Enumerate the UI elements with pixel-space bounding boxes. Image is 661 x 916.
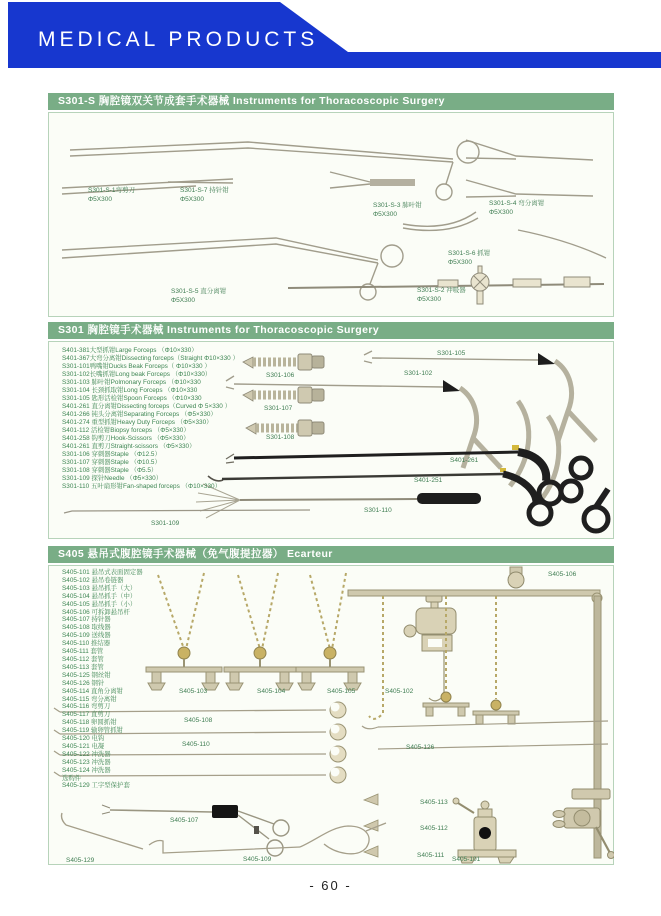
product-label bbox=[88, 186, 135, 204]
list-item: S301-104 长颈抓取钳Long Forceps （Φ10×330 bbox=[62, 387, 198, 394]
list-item: S405-129 工字型保护套 bbox=[62, 782, 130, 790]
product-label: S405-111 bbox=[417, 852, 445, 859]
section-header-s301s: S301-S 胸腔镜双关节成套手术器械 Instruments for Thoracoscopic Surgery bbox=[48, 93, 614, 110]
product-code: S301-S-6 抓钳 bbox=[448, 250, 491, 257]
list-item: S301-109 探针Needle （Φ5×330） bbox=[62, 475, 163, 482]
product-spec: Φ5X300 bbox=[180, 196, 204, 204]
product-list-s301 bbox=[62, 347, 239, 491]
product-code: S301-S-2 冲吸器 bbox=[417, 287, 466, 294]
product-label: S301-109 bbox=[151, 520, 180, 527]
list-item: S301-106 穿刺器Staple （Φ12.5） bbox=[62, 451, 161, 458]
list-item: S301-103 肺叶钳Polmonary Forceps （Φ10×330 bbox=[62, 379, 201, 386]
list-item: S301-105 匙形活检钳Spoon Forceps （Φ10×330 bbox=[62, 395, 202, 402]
product-spec: Φ5X300 bbox=[417, 296, 441, 304]
list-item: S405-109 送线器 bbox=[62, 632, 111, 640]
list-item: S405-117 直剪刀 bbox=[62, 711, 111, 719]
product-spec: Φ5X300 bbox=[171, 297, 195, 305]
list-item: S405-106 可拆卸悬吊杆 bbox=[62, 608, 130, 616]
product-label: S405-107 bbox=[170, 817, 199, 824]
product-label: S405-113 bbox=[420, 799, 448, 806]
list-item: S405-124 冲洗器 bbox=[62, 766, 111, 774]
product-label: S405-103 bbox=[179, 688, 208, 695]
product-label: S301-107 bbox=[264, 405, 293, 412]
list-item: S301-110 五叶扇形钳Fan-shaped forceps （Φ10×330） bbox=[62, 483, 221, 490]
list-item: S405-101 悬吊式表面固定器 bbox=[62, 569, 143, 576]
list-item: S405-114 直角分离钳 bbox=[62, 687, 123, 695]
product-label bbox=[373, 201, 422, 219]
list-item: S405-118 卵圆抓钳 bbox=[62, 719, 117, 727]
list-item: S405-105 悬吊抓手（小） bbox=[62, 600, 137, 608]
list-item: S405-104 悬吊抓手（中） bbox=[62, 592, 137, 600]
list-item: S401-274 重型抓钳Heavy Duty Forceps （Φ5×330） bbox=[62, 419, 213, 426]
product-label bbox=[171, 287, 226, 305]
product-label: S301-105 bbox=[437, 350, 466, 357]
list-item: S405-121 电凝 bbox=[62, 742, 105, 750]
product-spec: Φ5X300 bbox=[373, 211, 397, 219]
list-item: S401-381大型抓钳Large Forceps （Φ10×330） bbox=[62, 347, 198, 354]
list-item: S405-113 套管 bbox=[62, 663, 104, 671]
product-label: S405-109 bbox=[243, 856, 272, 863]
product-label: S405-129 bbox=[66, 857, 95, 864]
product-label: S301-102 bbox=[404, 370, 433, 377]
product-label: S405-108 bbox=[184, 717, 213, 724]
list-item: S301-107 穿刺器Staple （Φ10.5） bbox=[62, 459, 161, 466]
product-label: S405-101 bbox=[452, 856, 481, 863]
product-code: S301-S-3 肺叶钳 bbox=[373, 202, 422, 209]
product-code: S301-S-1弯剪刀 bbox=[88, 187, 135, 194]
product-spec: Φ5X300 bbox=[448, 259, 472, 267]
list-item: S405-112 套管 bbox=[62, 655, 104, 663]
product-label: S405-112 bbox=[420, 825, 448, 832]
list-item: S301-102长嘴抓钳Long beak Forceps （Φ10×330） bbox=[62, 371, 212, 378]
section-header-s405: S405 悬吊式腹腔镜手术器械（免气腹提拉器） Ecarteur bbox=[48, 546, 614, 563]
product-spec: Φ5X300 bbox=[489, 209, 513, 217]
product-label: S301-106 bbox=[266, 372, 295, 379]
product-code: S301-S-5 直分离钳 bbox=[171, 288, 227, 295]
list-item: S405-111 套管 bbox=[62, 648, 104, 656]
list-item: S301-101鸭嘴钳Ducks Beak Forceps（ Φ10×330 ） bbox=[62, 363, 211, 370]
product-label: S405-102 bbox=[385, 688, 414, 695]
list-item: S405-103 悬吊抓手（大） bbox=[62, 584, 137, 592]
list-item: S405-126 钢针 bbox=[62, 679, 105, 687]
product-label bbox=[448, 249, 490, 267]
list-item: S405-107 持针器 bbox=[62, 616, 111, 624]
product-code: S301-S-7 持针钳 bbox=[180, 187, 229, 194]
product-code: S301-S-4 弯分离钳 bbox=[489, 200, 545, 207]
list-item: S405-102 悬吊卷链器 bbox=[62, 576, 124, 584]
product-label: S405-110 bbox=[182, 741, 210, 748]
list-item: S401-258 钩剪刀Hook-Scissors （Φ5×330） bbox=[62, 435, 190, 442]
page-title: MEDICAL PRODUCTS bbox=[38, 28, 319, 51]
list-item: S405-120 电钩 bbox=[62, 735, 105, 743]
list-item: 选购件 bbox=[62, 774, 82, 782]
product-spec: Φ5X300 bbox=[88, 196, 112, 204]
list-item: S401-261 直剪刀Straight-scissors （Φ5×330） bbox=[62, 443, 196, 450]
product-label bbox=[489, 199, 544, 217]
list-item: S401-261 直分离钳Dissecting forceps（Curved Φ 5×330 ） bbox=[62, 403, 232, 410]
product-label: S405-126 bbox=[406, 744, 435, 751]
list-item: S301-108 穿刺器Staple （Φ5.5） bbox=[62, 467, 158, 474]
list-item: S405-123 冲洗器 bbox=[62, 758, 111, 766]
list-item: S401-112 活检钳Biopsy forceps （Φ5×330） bbox=[62, 427, 190, 434]
list-item: S405-116 弯剪刀 bbox=[62, 703, 111, 711]
list-item: S405-110 推结器 bbox=[62, 640, 111, 648]
list-item: S405-122 冲洗器 bbox=[62, 750, 111, 758]
list-item: S405-125 钢丝钳 bbox=[62, 671, 111, 679]
product-label: S301-108 bbox=[266, 434, 295, 441]
list-item: S401-367大弯分离钳Dissecting forceps（Straight Φ10×330 ） bbox=[62, 355, 239, 362]
product-label: S405-106 bbox=[548, 571, 577, 578]
list-item: S401-266 钝头分离钳Separating Forceps （Φ5×330） bbox=[62, 411, 217, 418]
list-item: S405-115 弯分离钳 bbox=[62, 695, 117, 703]
page-number: - 60 - bbox=[309, 878, 352, 893]
product-label: S301-110 bbox=[364, 507, 392, 514]
list-item: S405-119 输卵管抓钳 bbox=[62, 727, 123, 735]
product-list-s405 bbox=[62, 569, 143, 790]
product-label: S405-104 bbox=[257, 688, 286, 695]
list-item: S405-108 取线器 bbox=[62, 624, 111, 632]
product-label bbox=[417, 286, 466, 304]
product-label bbox=[180, 186, 229, 204]
section-header-s301: S301 胸腔镜手术器械 Instruments for Thoracoscopic Surgery bbox=[48, 322, 614, 339]
product-label: S401-261 bbox=[450, 457, 479, 464]
product-label: S401-251 bbox=[414, 477, 443, 484]
product-label: S405-105 bbox=[327, 688, 356, 695]
